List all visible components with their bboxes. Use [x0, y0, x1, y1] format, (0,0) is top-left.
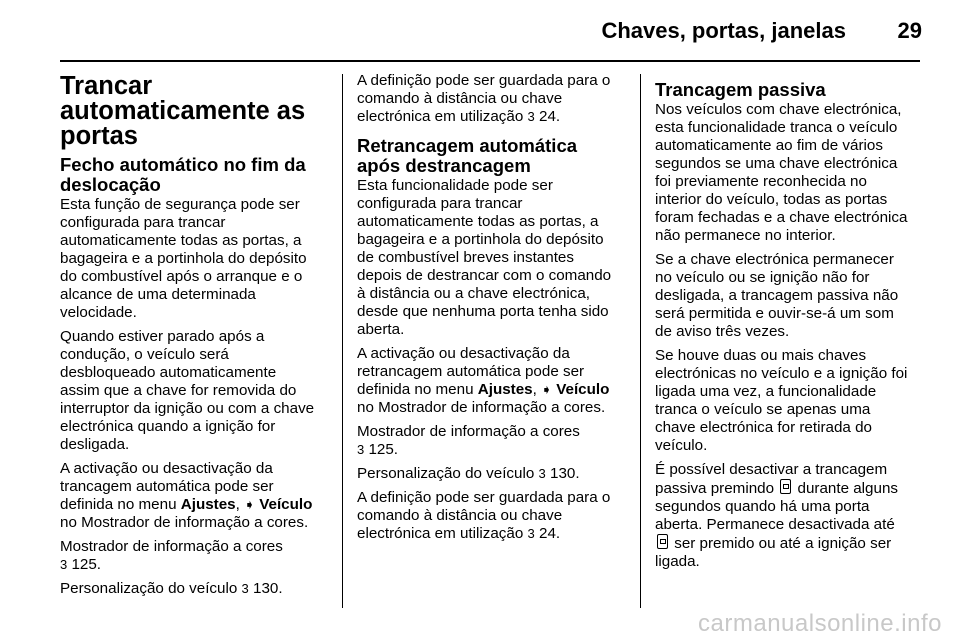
cross-reference[interactable]: Mostrador de informação a cores 3 125. — [357, 423, 580, 458]
subsection-title: Trancagem passiva — [655, 79, 826, 100]
column-divider — [342, 74, 343, 608]
menu-ajustes: Ajustes — [180, 496, 236, 513]
subsection-title: Retrancagem automática após destrancagem — [357, 135, 578, 176]
paragraph: A definição pode ser guardada para o comando à distância ou chave electrónica em utilização 3 24. — [357, 489, 611, 542]
paragraph: Esta funcionalidade pode ser configurada para trancar automaticamente todas as portas, a bagageira e a portinhola do depósito de combustível breves instantes depois de destrancar com o comando à distância ou a chave electrónica, desde que nenhuma porta tenha sido aberta. — [357, 177, 612, 338]
column-3 — [655, 72, 923, 577]
column-1 — [60, 72, 328, 604]
menu-veiculo: Veículo — [556, 381, 610, 398]
column-2 — [357, 72, 625, 549]
paragraph: Esta função de segurança pode ser configurada para trancar automaticamente todas as portas, a bagageira e a portinhola do depósito do combustível após o arranque e o alcance de uma determinada velocidade. — [60, 196, 307, 321]
cross-reference[interactable]: Personalização do veículo 3 130. — [60, 580, 283, 597]
paragraph: É possível desactivar a trancagem passiva premindo durante alguns segundos quando há uma porta aberta. Permanece desactivada até ser premido ou até a ignição ser ligada. — [655, 461, 898, 570]
page-ref-icon: 3 — [241, 581, 249, 596]
menu-ajustes: Ajustes — [477, 381, 533, 398]
paragraph: Se houve duas ou mais chaves electrónicas no veículo e a ignição foi ligada uma vez, a funcionalidade tranca o veículo se apenas uma chave electrónica for retirada do veículo. — [655, 347, 908, 454]
arrow-icon: ➧ — [244, 497, 255, 512]
paragraph: A activação ou desactivação da trancagem automática pode ser definida no menu Ajustes, ➧ Veículo no Mostrador de informação a cores. — [60, 460, 313, 531]
column-divider — [640, 74, 641, 608]
page-ref-icon: 3 — [527, 109, 535, 124]
section-title: Trancar automaticamente as portas — [60, 72, 306, 150]
subsection-title: Fecho automático no fim da deslocação — [60, 154, 306, 195]
paragraph: Se a chave electrónica permanecer no veículo ou se ignição não for desligada, a trancagem passiva não será permitida e ouvir-se-á um som de aviso três vezes. — [655, 251, 899, 340]
lock-button-icon — [780, 479, 791, 494]
menu-veiculo: Veículo — [259, 496, 313, 513]
chapter-title: Chaves, portas, janelas — [601, 18, 846, 43]
arrow-icon: ➧ — [541, 382, 552, 397]
page-ref-icon: 3 — [357, 442, 365, 457]
page-header — [0, 0, 960, 62]
header-rule — [60, 60, 920, 62]
cross-reference[interactable]: Mostrador de informação a cores 3 125. — [60, 538, 283, 573]
paragraph: Nos veículos com chave electrónica, esta funcionalidade tranca o veículo automaticamente ao fim de vários segundos se uma chave electrónica foi previamente reconhecida no interior do veículo, todas as portas foram fechadas e a chave electrónica não permanece no interior. — [655, 101, 908, 244]
watermark: carmanualsonline.info — [698, 610, 942, 637]
page-ref-icon: 3 — [538, 466, 546, 481]
paragraph: Quando estiver parado após a condução, o veículo será desbloqueado automaticamente assim que a chave for removida do interruptor da ignição ou com a chave electrónica quando a ignição for desligada. — [60, 328, 315, 453]
lock-button-icon — [657, 534, 668, 549]
page-ref-icon: 3 — [527, 526, 535, 541]
paragraph: A activação ou desactivação da retrancagem automática pode ser definida no menu Ajustes, ➧ Veículo no Mostrador de informação a cores. — [357, 345, 610, 416]
page-ref-icon: 3 — [60, 557, 68, 572]
paragraph: A definição pode ser guardada para o comando à distância ou chave electrónica em utilização 3 24. — [357, 72, 611, 125]
cross-reference[interactable]: Personalização do veículo 3 130. — [357, 465, 580, 482]
page-number: 29 — [897, 18, 922, 43]
